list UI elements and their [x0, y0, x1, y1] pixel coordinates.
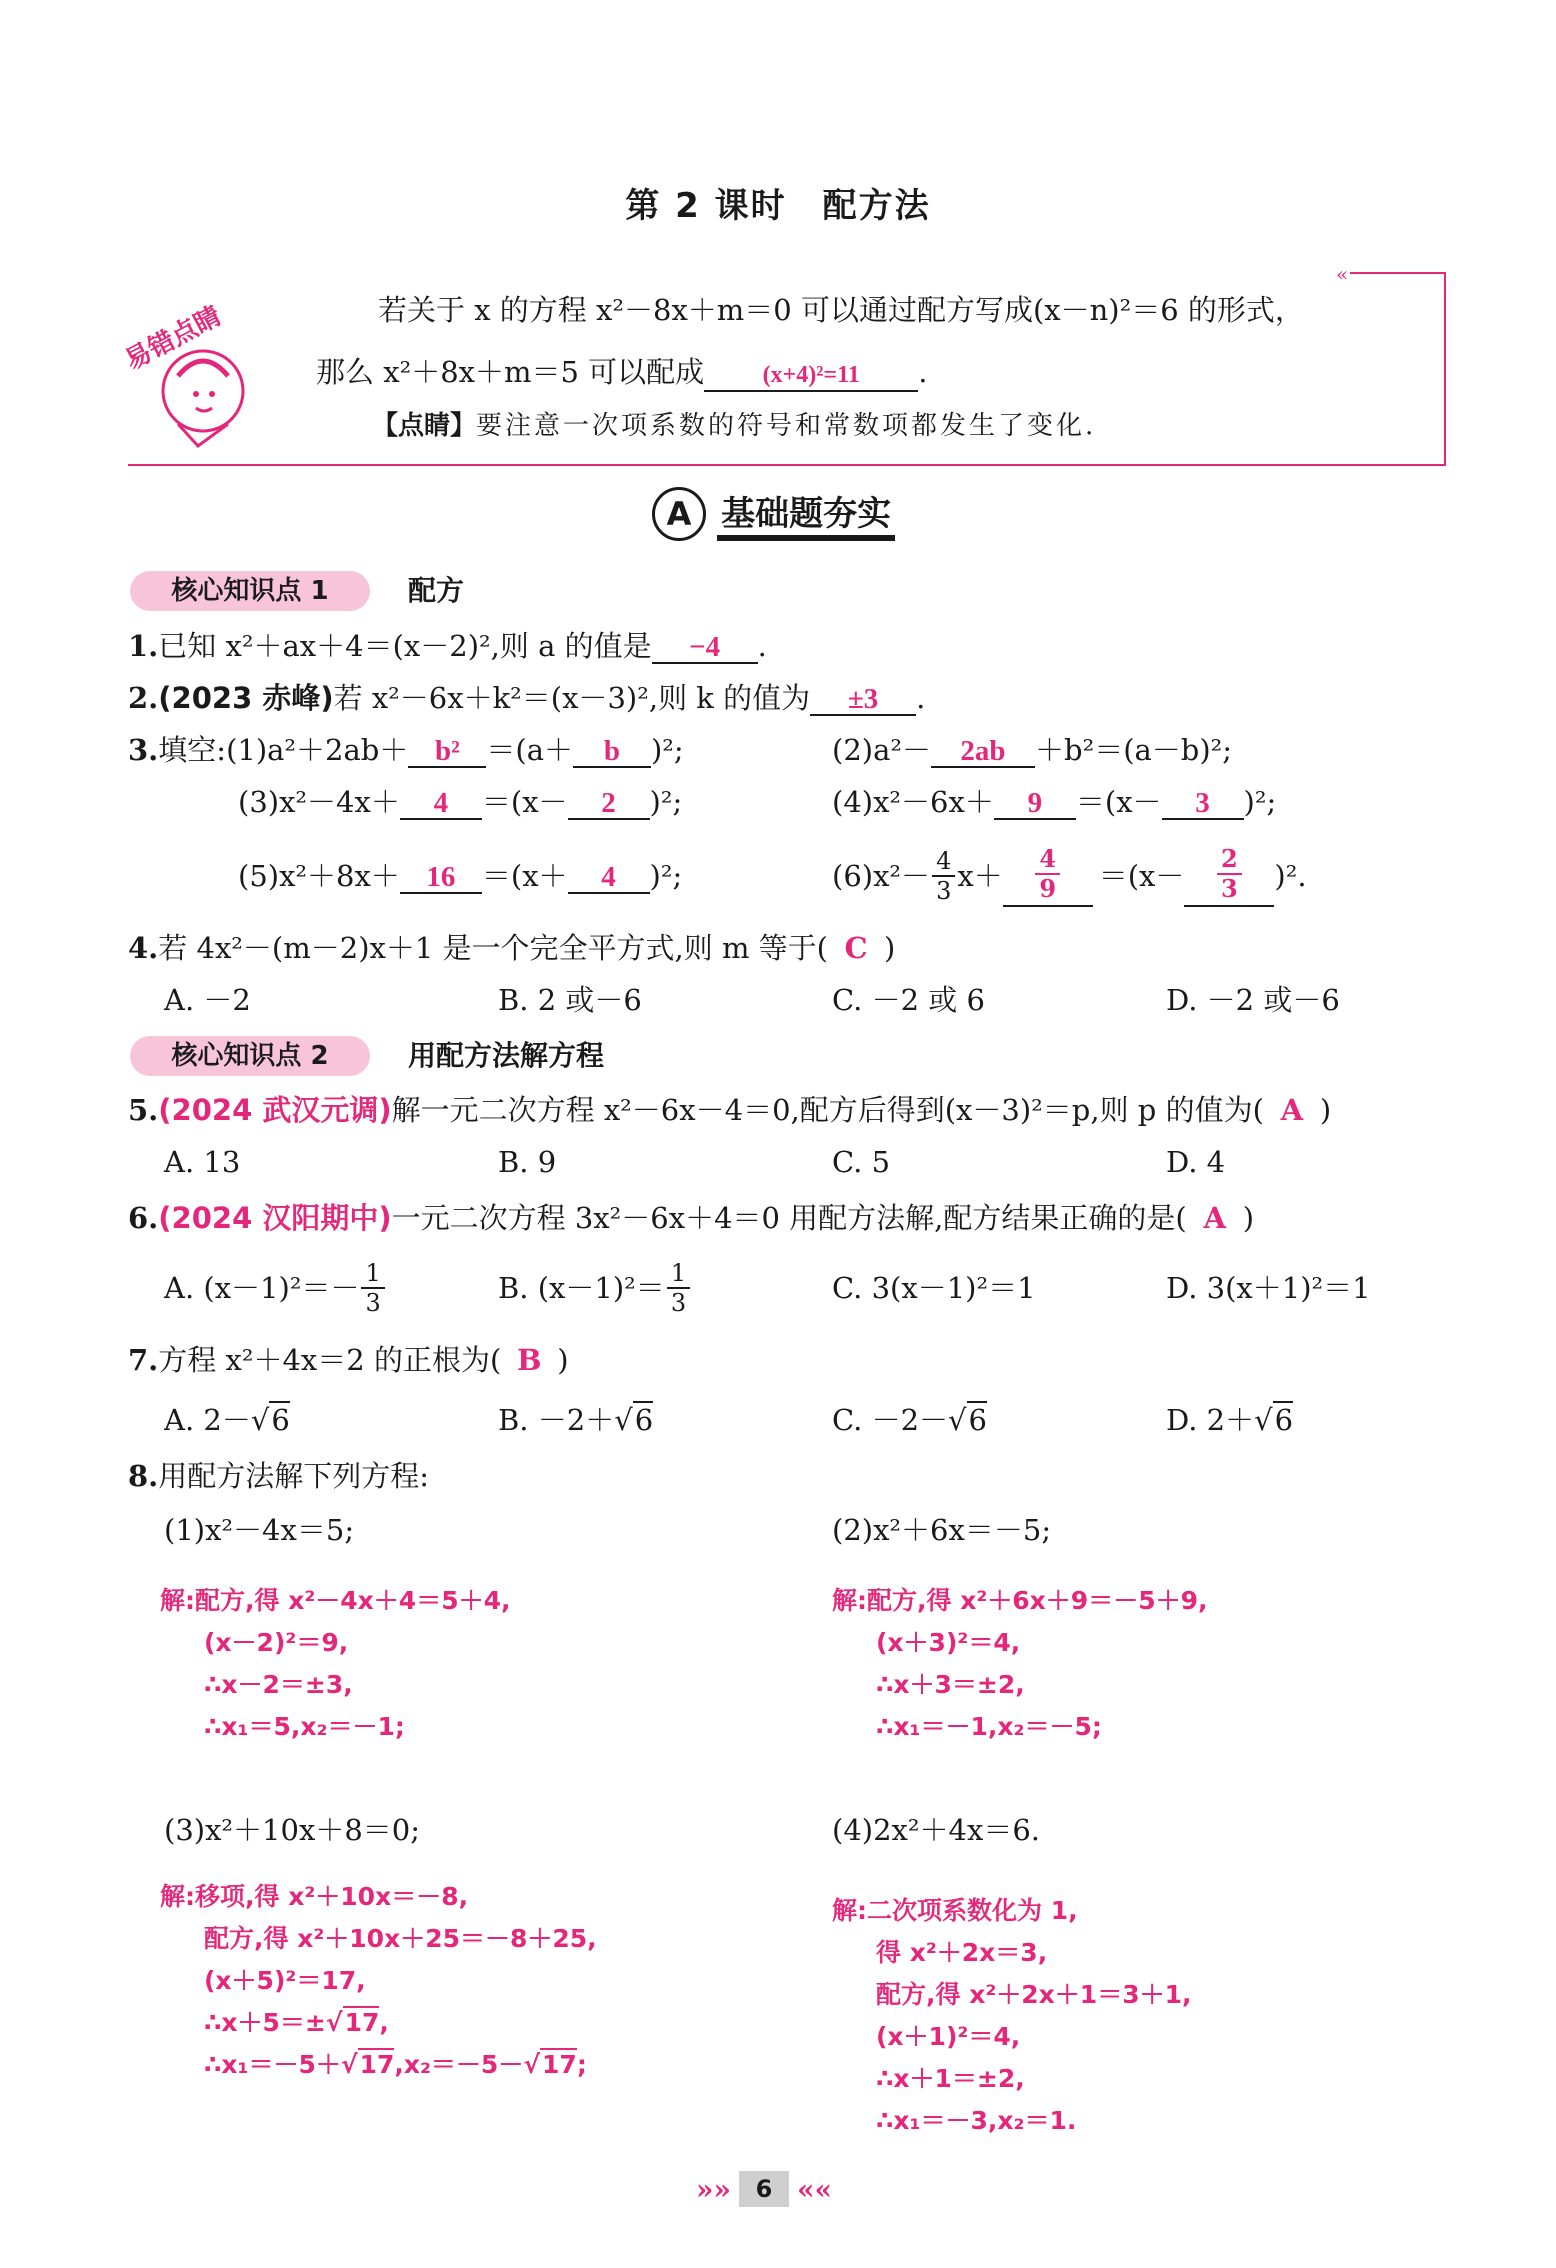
q8-part1-solution — [160, 1580, 510, 1748]
q3-4-e: )²; — [1243, 785, 1277, 819]
q5-answer: A — [1280, 1093, 1304, 1127]
q8-part4-equation: (4)2x²＋4x＝6. — [832, 1813, 1040, 1847]
q5-option-d: D. 4 — [1166, 1145, 1226, 1179]
q8-3-line5-root1: 17 — [359, 2050, 395, 2079]
q6-option-b-fraction — [667, 1259, 690, 1317]
tip-note-label: 【点睛】 — [372, 411, 477, 441]
tip-line2 — [316, 352, 927, 392]
q4-close: ) — [884, 931, 896, 965]
q6-close: ) — [1242, 1201, 1255, 1235]
q3-6-blank2 — [1184, 845, 1274, 907]
q3-6-e: )². — [1274, 859, 1307, 893]
q8-part3-solution — [160, 1876, 597, 2086]
tip-line1: 若关于 x 的方程 x²－8x＋m＝0 可以通过配方写成(x－n)²＝6 的形式， — [378, 293, 1304, 327]
q7-option-b-root: 6 — [634, 1403, 654, 1437]
q8-1-line4: ∴x₁＝5,x₂＝－1; — [204, 1712, 405, 1741]
question-3-line1 — [128, 730, 684, 770]
q8-3-line4-root: 17 — [344, 2008, 380, 2037]
q3-1-m: ＝(a＋ — [486, 733, 573, 767]
q5-option-c: C. 5 — [832, 1145, 891, 1179]
q3-3-blank2: 2 — [568, 788, 650, 820]
q8-2-line2: (x＋3)²＝4, — [876, 1628, 1021, 1657]
q5-option-b: B. 9 — [498, 1145, 557, 1179]
kp1-tag: 核心知识点 1 — [130, 571, 370, 611]
tip-note-text: 要注意一次项系数的符号和常数项都发生了变化. — [476, 411, 1097, 441]
q3-6-answer2 — [1217, 845, 1242, 903]
q7-option-c: C. －2－√6 — [832, 1403, 987, 1437]
kp2-tag: 核心知识点 2 — [130, 1036, 370, 1076]
q8-3-line4-text: ∴x＋5＝± — [204, 2008, 326, 2037]
question-3-part2 — [832, 730, 1232, 770]
question-3-part3 — [238, 782, 682, 822]
q3-3-e: )²; — [649, 785, 683, 819]
q8-part4-solution — [832, 1890, 1191, 2142]
q3-6-x: x＋ — [957, 859, 1003, 893]
q6-option-a-fraction — [361, 1259, 384, 1317]
q6-option-d: D. 3(x＋1)²＝1 — [1166, 1271, 1371, 1305]
q3-5-a: (5)x²＋8x＋ — [238, 859, 400, 893]
q3-3-m: ＝(x－ — [481, 785, 568, 819]
q3-number: 3. — [128, 733, 159, 767]
q3-2-blank1: 2ab — [931, 736, 1035, 768]
q8-part2-solution — [832, 1580, 1207, 1748]
q7-option-c-root: 6 — [968, 1403, 987, 1437]
q8-4-line1: 解:二次项系数化为 1, — [832, 1896, 1078, 1925]
q8-3-line1: 解:移项,得 x²＋10x＝－8, — [160, 1882, 469, 1911]
q7-option-c-text: C. －2－ — [832, 1403, 949, 1437]
q8-1-line3: ∴x－2＝±3, — [204, 1670, 353, 1699]
q3-6-frac-num: 4 — [932, 847, 955, 877]
q3-5-blank1: 16 — [400, 862, 482, 894]
q6-option-a — [164, 1250, 387, 1326]
q6-option-b-num: 1 — [667, 1259, 690, 1289]
q2-source: (2023 赤峰) — [158, 681, 334, 715]
q5-text: 解一元二次方程 x²－6x－4＝0,配方后得到(x－3)²＝p,则 p 的值为( — [391, 1093, 1264, 1127]
q7-option-d-root: 6 — [1274, 1403, 1294, 1437]
question-6 — [128, 1198, 1254, 1238]
q5-number: 5. — [128, 1093, 159, 1127]
q8-4-line6: ∴x₁＝－3,x₂＝1. — [876, 2106, 1077, 2135]
q8-4-line4: (x＋1)²＝4, — [876, 2022, 1021, 2051]
q3-4-m: ＝(x－ — [1075, 785, 1162, 819]
q3-2-m: ＋b²＝(a－b)²; — [1035, 733, 1233, 767]
q7-option-b: B. －2＋√6 — [498, 1403, 654, 1437]
q8-part2-equation: (2)x²＋6x＝－5; — [832, 1513, 1052, 1547]
tip-answer: (x+4)²=11 — [704, 360, 918, 392]
q7-text: 方程 x²＋4x＝2 的正根为( — [158, 1343, 502, 1377]
q3-5-blank2: 4 — [568, 862, 650, 894]
tip-note — [372, 408, 1096, 444]
q8-3-line4: ∴x＋5＝±√17, — [204, 2008, 389, 2037]
q8-4-line5: ∴x＋1＝±2, — [876, 2064, 1025, 2093]
q7-number: 7. — [128, 1343, 159, 1377]
q8-2-line3: ∴x＋3＝±2, — [876, 1670, 1025, 1699]
q7-option-b-text: B. －2＋ — [498, 1403, 615, 1437]
question-8 — [128, 1456, 429, 1496]
q4-option-d: D. －2 或－6 — [1166, 983, 1340, 1017]
q8-part1-equation: (1)x²－4x＝5; — [164, 1513, 355, 1547]
arrow-icon: « — [1336, 262, 1349, 286]
q2-text: 若 x²－6x＋k²＝(x－3)²,则 k 的值为 — [333, 681, 811, 715]
tip-top-rule — [1350, 272, 1446, 274]
q6-option-a-den: 3 — [365, 1289, 381, 1317]
question-4 — [128, 928, 895, 968]
q7-option-d-text: D. 2＋ — [1166, 1403, 1255, 1437]
q7-answer: B — [517, 1343, 542, 1377]
q8-4-line3: 配方,得 x²＋2x＋1＝3＋1, — [876, 1980, 1192, 2009]
q6-source: (2024 汉阳期中) — [158, 1201, 392, 1235]
section-label: 基础题夯实 — [717, 486, 895, 541]
q7-option-a-text: A. 2－ — [164, 1403, 251, 1437]
q3-6-blank1 — [1003, 845, 1093, 907]
question-3-part6 — [832, 836, 1307, 916]
q3-1-blank2: b — [573, 736, 651, 768]
q1-text: 已知 x²＋ax＋4＝(x－2)²,则 a 的值是 — [158, 629, 652, 663]
question-3-part5 — [238, 856, 682, 896]
q3-6-answer1-den: 9 — [1039, 874, 1057, 903]
q4-answer: C — [844, 931, 868, 965]
q3-6-answer2-num: 2 — [1217, 845, 1242, 875]
kp2-title: 用配方法解方程 — [408, 1039, 605, 1072]
q8-3-line3: (x＋5)²＝17, — [204, 1966, 366, 1995]
q2-answer: ±3 — [810, 684, 916, 716]
q8-1-line1: 解:配方,得 x²－4x＋4＝5＋4, — [160, 1586, 511, 1615]
q4-option-b: B. 2 或－6 — [498, 983, 642, 1017]
q3-3-blank1: 4 — [400, 788, 482, 820]
q3-6-answer1 — [1035, 845, 1060, 903]
q6-option-b-text: B. (x－1)²＝ — [498, 1271, 665, 1305]
q3-4-a: (4)x²－6x＋ — [832, 785, 994, 819]
q3-3-a: (3)x²－4x＋ — [238, 785, 400, 819]
chevrons-right-icon: »» — [696, 2172, 731, 2206]
q3-lead: 填空: — [158, 733, 227, 767]
q3-6-frac-den: 3 — [936, 877, 952, 905]
q8-3-line5-text2: x₂＝－5－ — [403, 2050, 524, 2079]
q3-6-answer1-num: 4 — [1035, 845, 1060, 875]
question-3-part4 — [832, 782, 1276, 822]
question-1 — [128, 626, 767, 666]
question-5 — [128, 1090, 1331, 1130]
q3-6-a: (6)x²－ — [832, 859, 931, 893]
q3-5-m: ＝(x＋ — [481, 859, 568, 893]
q1-number: 1. — [128, 629, 159, 663]
q8-3-line2: 配方,得 x²＋10x＋25＝－8＋25, — [204, 1924, 597, 1953]
q3-4-blank1: 9 — [994, 788, 1076, 820]
q3-6-m: ＝(x－ — [1098, 859, 1185, 893]
q7-option-a: A. 2－√6 — [164, 1403, 290, 1437]
q8-1-line2: (x－2)²＝9, — [204, 1628, 349, 1657]
q8-2-line1: 解:配方,得 x²＋6x＋9＝－5＋9, — [832, 1586, 1208, 1615]
q5-option-a: A. 13 — [164, 1145, 241, 1179]
q8-4-line2: 得 x²＋2x＝3, — [876, 1938, 1048, 1967]
q4-option-c: C. －2 或 6 — [832, 983, 985, 1017]
q6-number: 6. — [128, 1201, 159, 1235]
tip-line2-pre: 那么 x²＋8x＋m＝5 可以配成 — [316, 355, 705, 389]
q8-3-line5: ∴x₁＝－5＋√17,x₂＝－5－√17; — [204, 2050, 587, 2079]
section-letter: A — [652, 487, 706, 541]
q6-option-b-den: 3 — [670, 1289, 687, 1317]
q3-6-fraction — [932, 847, 955, 905]
q6-text: 一元二次方程 3x²－6x＋4＝0 用配方法解,配方结果正确的是( — [391, 1201, 1187, 1235]
q4-text: 若 4x²－(m－2)x＋1 是一个完全平方式,则 m 等于( — [158, 931, 829, 965]
q7-option-a-root: 6 — [271, 1403, 290, 1437]
page-footer — [696, 2168, 832, 2210]
q3-1-e: )²; — [650, 733, 684, 767]
q3-4-blank2: 3 — [1162, 788, 1244, 820]
tip-badge-label: 易错点睛 — [120, 301, 227, 377]
q4-number: 4. — [128, 931, 159, 965]
q8-2-line4: ∴x₁＝－1,x₂＝－5; — [876, 1712, 1102, 1741]
q1-post: . — [757, 629, 767, 663]
q8-text: 用配方法解下列方程: — [158, 1459, 430, 1493]
question-7 — [128, 1340, 569, 1380]
question-2 — [128, 678, 925, 718]
q6-option-a-num: 1 — [361, 1259, 384, 1289]
chevrons-left-icon: «« — [797, 2172, 832, 2206]
q8-3-line5-text: ∴x₁＝－5＋ — [204, 2050, 341, 2079]
kp1-title: 配方 — [408, 574, 465, 607]
q4-option-a: A. －2 — [164, 983, 251, 1017]
q6-answer: A — [1203, 1201, 1226, 1235]
q5-close: ) — [1319, 1093, 1332, 1127]
q6-option-a-text: A. (x－1)²＝－ — [164, 1271, 360, 1305]
q5-source: (2024 武汉元调) — [158, 1093, 392, 1127]
q8-number: 8. — [128, 1459, 159, 1493]
q3-2-a: (2)a²－ — [832, 733, 931, 767]
page-number: 6 — [739, 2171, 789, 2207]
q3-1-blank1: b² — [408, 736, 486, 768]
q3-5-e: )²; — [649, 859, 683, 893]
q7-close: ) — [557, 1343, 569, 1377]
q6-option-c: C. 3(x－1)²＝1 — [832, 1271, 1036, 1305]
tip-line2-post: . — [918, 355, 928, 389]
q1-answer: −4 — [652, 632, 758, 664]
q2-post: . — [916, 681, 926, 715]
q3-6-answer2-den: 3 — [1221, 874, 1238, 903]
q3-1-a: (1)a²＋2ab＋ — [226, 733, 409, 767]
q8-3-line5-root2: 17 — [542, 2050, 577, 2079]
q8-part3-equation: (3)x²＋10x＋8＝0; — [164, 1813, 420, 1847]
section-header — [652, 486, 895, 542]
q7-option-d: D. 2＋√6 — [1166, 1403, 1294, 1437]
page-title: 第 2 课时 配方法 — [625, 186, 931, 226]
q6-option-b — [498, 1250, 692, 1326]
q2-number: 2. — [128, 681, 159, 715]
